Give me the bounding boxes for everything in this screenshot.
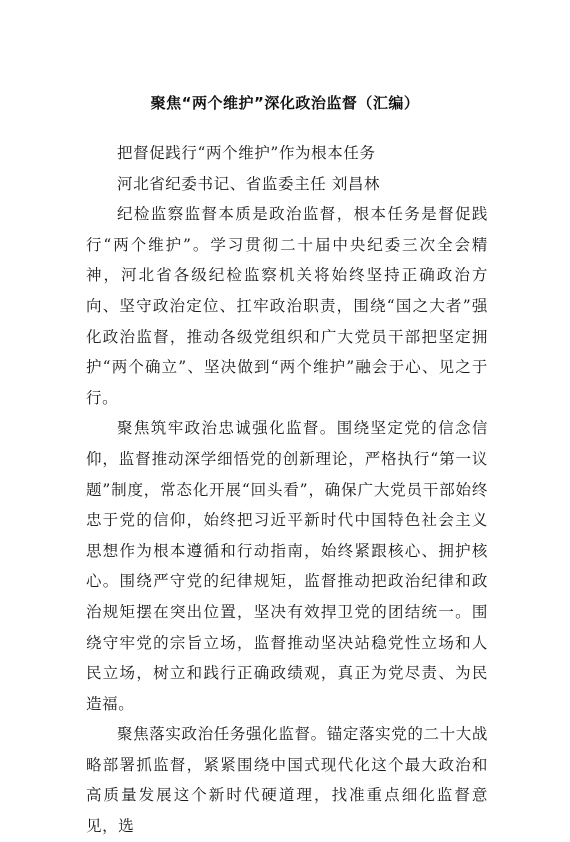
body-paragraph-2: 聚焦筑牢政治忠诚强化监督。围绕坚定党的信念信仰，监督推动深学细悟党的创新理论，严格执行“第一议题”制度，常态化开展“回头看”，确保广大党员干部始终忠于党的信仰，始终把习近平新时代中国特色社会主义思想作为根本遵循和行动指南，始终紧跟核心、拥护核心。围绕严守党的纪律规矩，监督推动把政治纪律和政治规矩摆在突出位置，坚决有效捍卫党的团结统一。围绕守牢党的宗旨立场，监督推动坚决站稳党性立场和人民立场，树立和践行正确政绩观，真正为党尽责、为民造福。 [86,419,488,713]
document-title: 聚焦“两个维护”深化政治监督（汇编） [150,94,420,112]
body-paragraph-3: 聚焦落实政治任务强化监督。锚定落实党的二十大战略部署抓监督，紧紧围绕中国式现代化这个最大政治和高质量发展这个新时代硬道理，找准重点细化监督意见，选 [86,725,488,836]
body-paragraph-1: 纪检监察监督本质是政治监督，根本任务是督促践行“两个维护”。学习贯彻二十届中央纪委三次全会精神，河北省各级纪检监察机关将始终坚持正确政治方向、坚守政治定位、扛牢政治职责，围绕“国之大者”强化政治监督，推动各级党组织和广大党员干部把坚定拥护“两个确立”、坚决做到“两个维护”融会于心、见之于行。 [86,205,488,407]
section-heading: 把督促践行“两个维护”作为根本任务 [117,144,376,162]
author-byline: 河北省纪委书记、省监委主任 刘昌林 [117,174,381,193]
document-body [86,138,488,842]
